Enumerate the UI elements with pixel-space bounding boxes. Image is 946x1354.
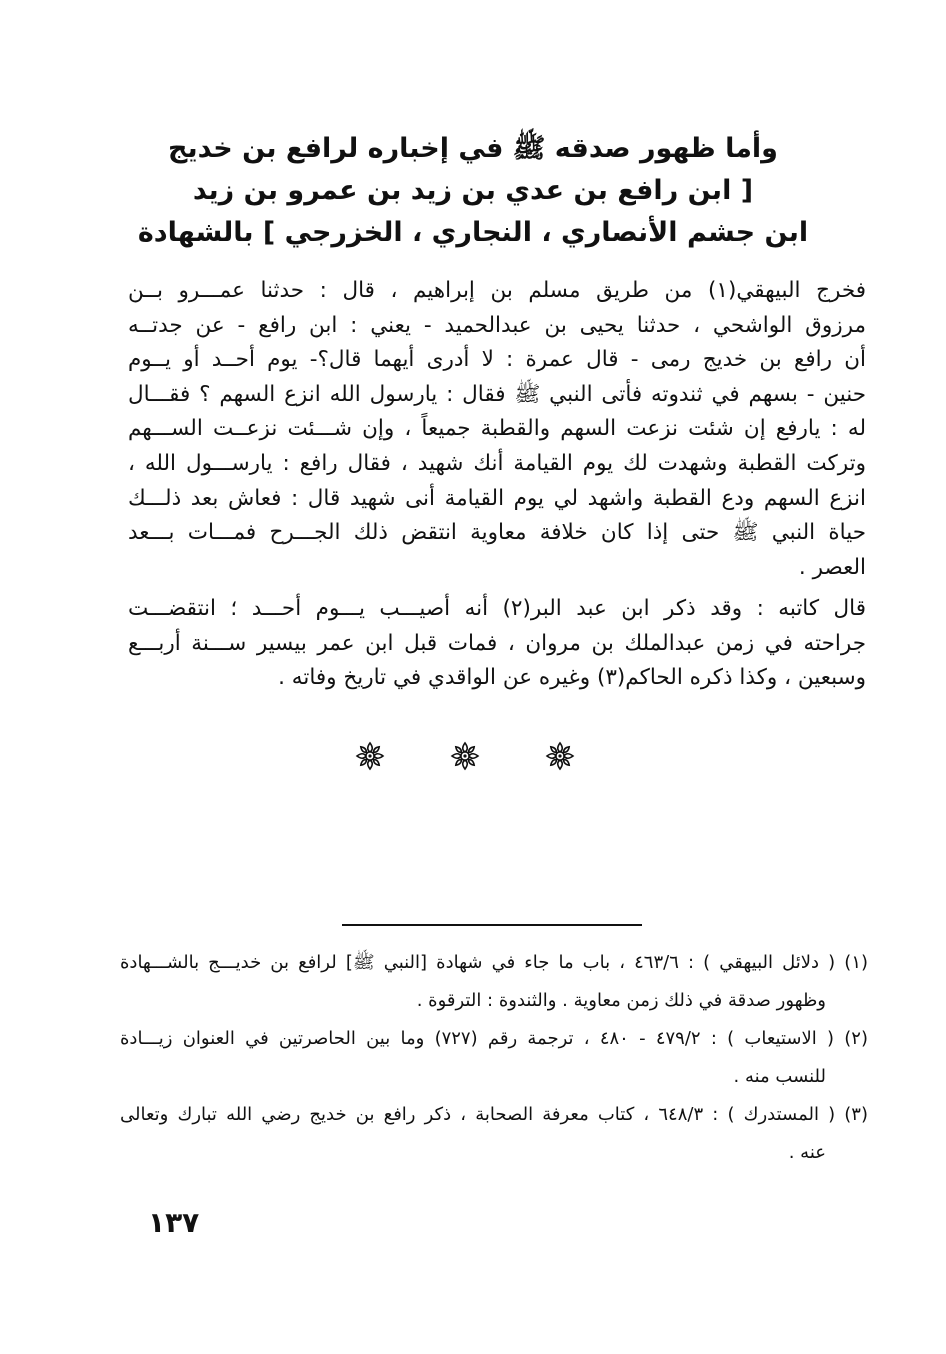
floral-rosette-icon	[450, 741, 480, 771]
section-divider-ornaments	[355, 738, 575, 774]
floral-rosette-icon	[355, 741, 385, 771]
footnotes	[120, 944, 868, 1172]
footnote-3	[120, 1096, 868, 1172]
title-line-1: وأما ظهور صدقه ﷺ في إخباره لرافع بن خديج	[168, 133, 778, 164]
page-number: ١٣٧	[148, 1206, 200, 1239]
paragraph-line: قال كاتبه : وقد ذكر ابن عبد البر(٢) أنه أصيـــب يـــوم أحـــد ؛ انتقضـــت	[128, 596, 867, 621]
paragraph-line: مرزوق الواشحي ، حدثنا يحيى بن عبدالحميد - يعني : ابن رافع - عن جدتــه	[128, 312, 866, 338]
title-line-3: ابن جشم الأنصاري ، النجاري ، الخزرجي ] بالشهادة	[137, 217, 809, 248]
footnote-separator	[342, 924, 642, 926]
paragraph-line: وسبعين ، وكذا ذكره الحاكم(٣) وغيره عن الواقدي في تاريخ وفاته .	[278, 665, 866, 691]
paragraph-line: أن رافع بن خديج رمى - قال عمرة : لا أدرى أيهما قال؟- يوم أحــد أو يــوم	[128, 347, 866, 373]
footnote-1	[120, 944, 868, 1020]
paragraph-2	[128, 592, 866, 696]
paragraph-1	[128, 274, 866, 585]
floral-rosette-icon	[545, 741, 575, 771]
paragraph-line: فخرج البيهقي(١) من طريق مسلم بن إبراهيم ، قال : حدثنا عمـــرو بــن	[128, 278, 866, 303]
paragraph-line: له : يارفع إن شئت نزعت السهم والقطبة جميعاً ، وإن شـــئت نزعــت الســـهم	[128, 416, 866, 442]
footnote-line: عنه .	[788, 1142, 826, 1163]
paragraph-line: انزع السهم ودع القطبة واشهد لي يوم القيامة أنى شهيد قال : فعاش بعد ذلـــك	[128, 485, 866, 511]
paragraph-line: جراحته في زمن عبدالملك بن مروان ، فمات قبل ابن عمر بيسير ســـنة أربـــع	[128, 630, 866, 656]
footnote-line: للنسب منه .	[733, 1066, 826, 1087]
footnote-line: (٢) ( الاستيعاب ) : ٤٧٩/٢ - ٤٨٠ ، ترجمة رقم (٧٢٧) وما بين الحاصرتين في العنوان زيـــادة	[120, 1028, 868, 1049]
paragraph-line: العصر .	[798, 554, 866, 580]
footnote-line: (٣) ( المستدرك ) : ٦٤٨/٣ ، كتاب معرفة الصحابة ، ذكر رافع بن خديج رضي الله تبارك وتعالى	[120, 1104, 868, 1125]
paragraph-line: وتركت القطبة وشهدت لك يوم القيامة أنك شهيد ، فقال رافع : يارســـول الله ،	[128, 450, 866, 476]
section-title	[120, 128, 826, 254]
footnote-line: وظهور صدقة في ذلك زمن معاوية . والثندوة : الترقوة .	[416, 990, 826, 1011]
paragraph-line: حياة النبي ﷺ حتى إذا كان خلافة معاوية انتقض ذلك الجـــرح فمـــات بـــعد	[128, 520, 866, 546]
footnote-2	[120, 1020, 868, 1096]
paragraph-line: حنين - بسهم في ثندوته فأتى النبي ﷺ فقال : يارسول الله انزع السهم ؟ فقـــال	[128, 381, 866, 407]
footnote-line: (١) ( دلائل البيهقي ) : ٤٦٣/٦ ، باب ما جاء في شهادة [النبي ﷺ] لرافع بن خديـــج بالشـــهادة	[120, 952, 869, 973]
title-line-2: [ ابن رافع بن عدي بن زيد بن عمرو بن زيد	[192, 175, 754, 206]
